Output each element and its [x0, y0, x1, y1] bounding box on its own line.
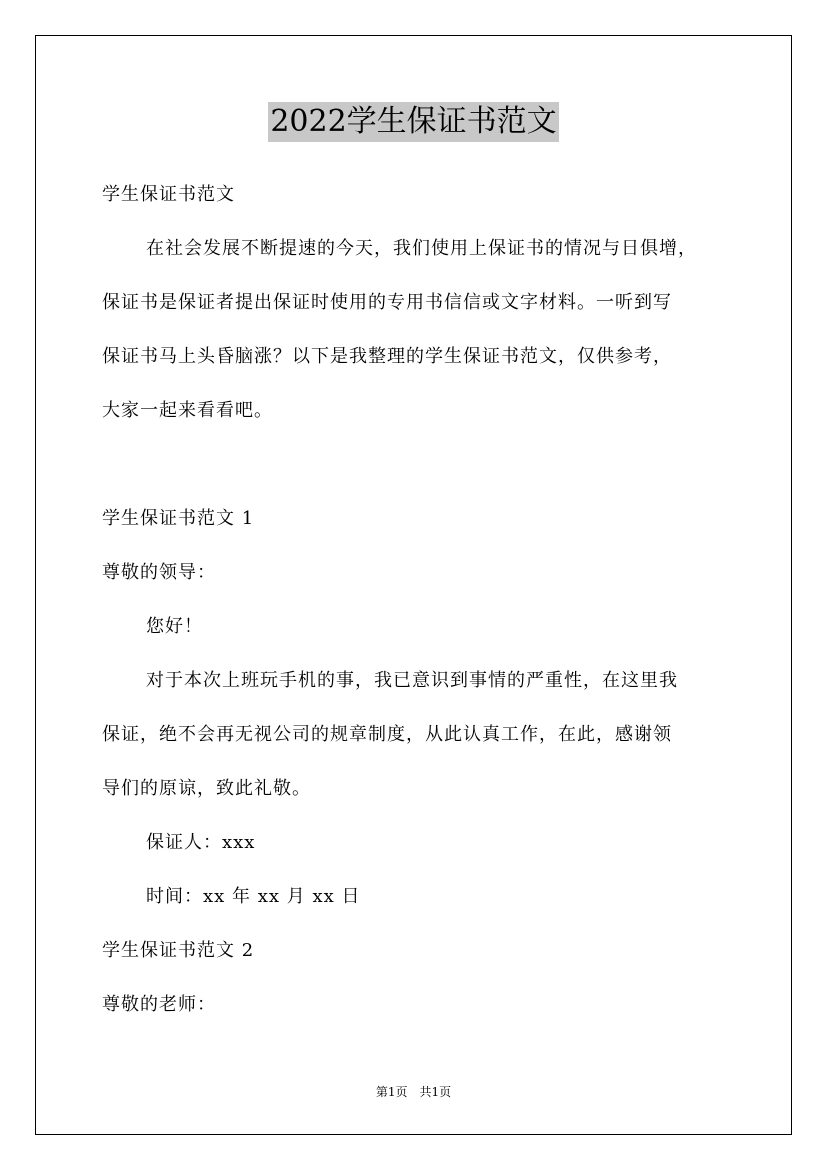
paragraph-line: 对于本次上班玩手机的事，我已意识到事情的严重性，在这里我: [146, 670, 678, 691]
signature-line: 保证人：xxx: [146, 832, 256, 853]
paragraph-line: 保证，绝不会再无视公司的规章制度，从此认真工作，在此，感谢领: [102, 724, 672, 745]
salutation: 尊敬的领导：: [102, 562, 216, 583]
section-heading: 学生保证书范文: [102, 184, 235, 205]
paragraph-line: 大家一起来看看吧。: [102, 400, 273, 421]
page-footer: 第1页 共1页: [375, 1085, 452, 1099]
salutation: 尊敬的老师：: [102, 994, 216, 1015]
paragraph-line: 保证书马上头昏脑涨？以下是我整理的学生保证书范文，仅供参考，: [102, 346, 672, 367]
greeting: 您好！: [146, 616, 203, 637]
title-container: [0, 102, 827, 142]
date-line: 时间：xx 年 xx 月 xx 日: [146, 886, 361, 907]
paragraph-line: 在社会发展不断提速的今天，我们使用上保证书的情况与日俱增，: [146, 238, 697, 259]
section-heading: 学生保证书范文 2: [102, 940, 255, 961]
section-heading: 学生保证书范文 1: [102, 508, 255, 529]
document-title: 2022学生保证书范文: [268, 102, 558, 142]
paragraph-line: 保证书是保证者提出保证时使用的专用书信信或文字材料。一听到写: [102, 292, 672, 313]
paragraph-line: 导们的原谅，致此礼敬。: [102, 778, 311, 799]
